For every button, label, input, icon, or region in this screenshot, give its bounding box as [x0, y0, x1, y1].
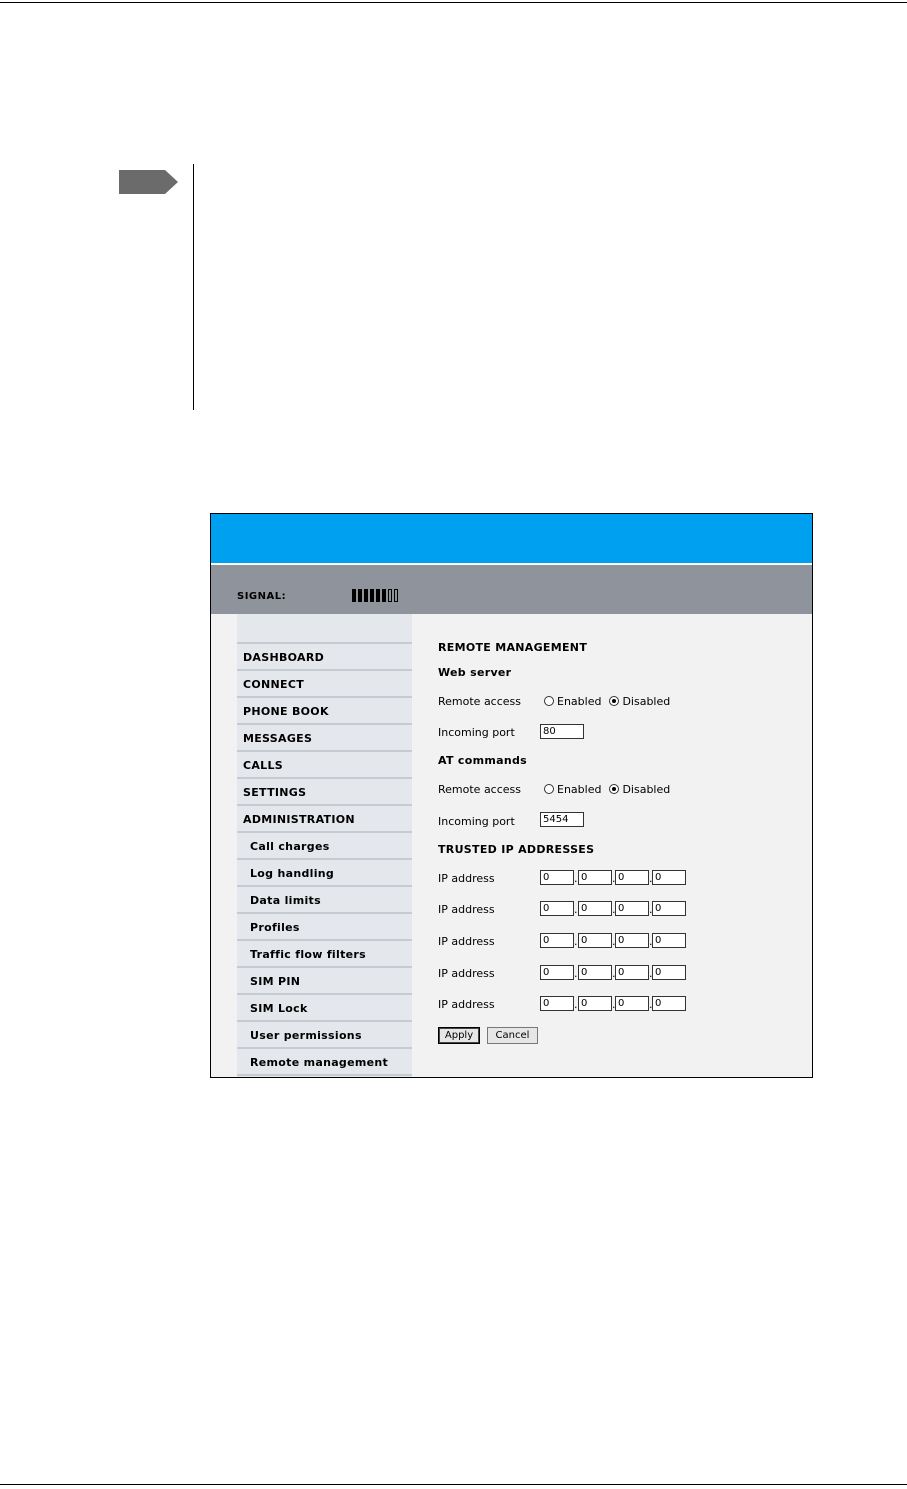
- note-rule: [193, 164, 194, 410]
- at-enabled-label: Enabled: [557, 783, 602, 796]
- ip-octet-input[interactable]: 0: [615, 996, 649, 1011]
- ip-separator: .: [612, 998, 616, 1011]
- ip-octet-input[interactable]: 0: [615, 965, 649, 980]
- web-incoming-port-label: Incoming port: [438, 726, 515, 739]
- sidebar-item-profiles[interactable]: Profiles: [237, 914, 412, 941]
- signal-bar: [388, 589, 392, 602]
- sidebar-item-connect[interactable]: CONNECT: [237, 671, 412, 698]
- signal-bar: [382, 589, 386, 602]
- sidebar-item-log-handling[interactable]: Log handling: [237, 860, 412, 887]
- ip-octet-input[interactable]: 0: [578, 870, 612, 885]
- signal-bar: [352, 589, 356, 602]
- signal-bar: [394, 589, 398, 602]
- ip-octet-input[interactable]: 0: [540, 996, 574, 1011]
- ip-octet-input[interactable]: 0: [578, 933, 612, 948]
- signal-bar: [364, 589, 368, 602]
- ip-octet-input[interactable]: 0: [578, 901, 612, 916]
- at-enabled-option[interactable]: [544, 783, 601, 796]
- sidebar-item-call-charges[interactable]: Call charges: [237, 833, 412, 860]
- radio-icon[interactable]: [544, 784, 554, 794]
- ip-address-label: IP address: [438, 903, 495, 916]
- sidebar-item-calls[interactable]: CALLS: [237, 752, 412, 779]
- sidebar-item-traffic-flow-filters[interactable]: Traffic flow filters: [237, 941, 412, 968]
- ip-octet-input[interactable]: 0: [578, 996, 612, 1011]
- signal-bar: [376, 589, 380, 602]
- ip-separator: .: [612, 872, 616, 885]
- signal-bar: [370, 589, 374, 602]
- web-incoming-port-input[interactable]: 80: [540, 724, 584, 739]
- header-bar: [211, 514, 812, 565]
- web-remote-access-radios: [544, 695, 678, 708]
- page-title: REMOTE MANAGEMENT: [438, 641, 588, 654]
- web-remote-access-label: Remote access: [438, 695, 522, 708]
- sidebar-item-data-limits[interactable]: Data limits: [237, 887, 412, 914]
- web-disabled-option[interactable]: [609, 695, 670, 708]
- ip-octet-input[interactable]: 0: [540, 901, 574, 916]
- signal-label: SIGNAL:: [237, 591, 287, 602]
- at-disabled-label: Disabled: [622, 783, 671, 796]
- ip-octet-input[interactable]: 0: [615, 870, 649, 885]
- ip-separator: .: [574, 903, 578, 916]
- ip-separator: .: [649, 998, 653, 1011]
- ip-octet-input[interactable]: 0: [652, 965, 686, 980]
- ip-octet-input[interactable]: 0: [540, 870, 574, 885]
- at-remote-access-radios: [544, 783, 678, 796]
- ip-octet-input[interactable]: 0: [540, 965, 574, 980]
- at-remote-access-label: Remote access: [438, 783, 522, 796]
- status-bar: [211, 565, 812, 614]
- ip-separator: .: [574, 935, 578, 948]
- signal-bar: [358, 589, 362, 602]
- page-top-rule: [0, 2, 907, 3]
- apply-button[interactable]: Apply: [438, 1027, 480, 1044]
- ip-separator: .: [574, 967, 578, 980]
- note-arrow-icon: [119, 169, 179, 195]
- ip-octet-input[interactable]: 0: [578, 965, 612, 980]
- ip-separator: .: [612, 935, 616, 948]
- page-bottom-rule: [0, 1484, 907, 1485]
- ip-octet-input[interactable]: 0: [652, 933, 686, 948]
- at-incoming-port-input[interactable]: 5454: [540, 812, 584, 827]
- sidebar-item-phone-book[interactable]: PHONE BOOK: [237, 698, 412, 725]
- ip-separator: .: [649, 872, 653, 885]
- at-incoming-port-label: Incoming port: [438, 815, 515, 828]
- ip-separator: .: [574, 872, 578, 885]
- ip-separator: .: [649, 935, 653, 948]
- radio-checked-icon[interactable]: [609, 784, 619, 794]
- sidebar-item-administration[interactable]: ADMINISTRATION: [237, 806, 412, 833]
- ip-separator: .: [649, 967, 653, 980]
- content-area: [211, 614, 812, 1077]
- ip-separator: .: [574, 998, 578, 1011]
- radio-checked-icon[interactable]: [609, 696, 619, 706]
- at-disabled-option[interactable]: [609, 783, 670, 796]
- sidebar-item-sim-pin[interactable]: SIM PIN: [237, 968, 412, 995]
- at-commands-heading: AT commands: [438, 754, 527, 767]
- web-enabled-label: Enabled: [557, 695, 602, 708]
- signal-strength-icon: [352, 589, 398, 603]
- ip-octet-input[interactable]: 0: [652, 996, 686, 1011]
- ip-address-label: IP address: [438, 998, 495, 1011]
- trusted-ip-heading: TRUSTED IP ADDRESSES: [438, 843, 595, 856]
- cancel-button[interactable]: Cancel: [487, 1027, 538, 1044]
- sidebar-item-settings[interactable]: SETTINGS: [237, 779, 412, 806]
- web-interface-screenshot: [210, 513, 813, 1078]
- ip-octet-input[interactable]: 0: [652, 870, 686, 885]
- sidebar: [237, 614, 412, 1077]
- ip-address-label: IP address: [438, 935, 495, 948]
- sidebar-item-sim-lock[interactable]: SIM Lock: [237, 995, 412, 1022]
- web-disabled-label: Disabled: [622, 695, 671, 708]
- sidebar-item-dashboard[interactable]: DASHBOARD: [237, 644, 412, 671]
- ip-octet-input[interactable]: 0: [652, 901, 686, 916]
- sidebar-item-user-permissions[interactable]: User permissions: [237, 1022, 412, 1049]
- ip-separator: .: [649, 903, 653, 916]
- main-panel: [438, 614, 798, 1077]
- ip-octet-input[interactable]: 0: [615, 901, 649, 916]
- sidebar-item-remote-management[interactable]: Remote management: [237, 1049, 412, 1076]
- sidebar-item-messages[interactable]: MESSAGES: [237, 725, 412, 752]
- web-enabled-option[interactable]: [544, 695, 601, 708]
- ip-separator: .: [612, 903, 616, 916]
- radio-icon[interactable]: [544, 696, 554, 706]
- nav-list: [237, 644, 412, 1076]
- ip-octet-input[interactable]: 0: [540, 933, 574, 948]
- sidebar-top-spacer: [237, 614, 412, 644]
- web-server-heading: Web server: [438, 666, 512, 679]
- ip-octet-input[interactable]: 0: [615, 933, 649, 948]
- ip-separator: .: [612, 967, 616, 980]
- ip-address-label: IP address: [438, 967, 495, 980]
- ip-address-label: IP address: [438, 872, 495, 885]
